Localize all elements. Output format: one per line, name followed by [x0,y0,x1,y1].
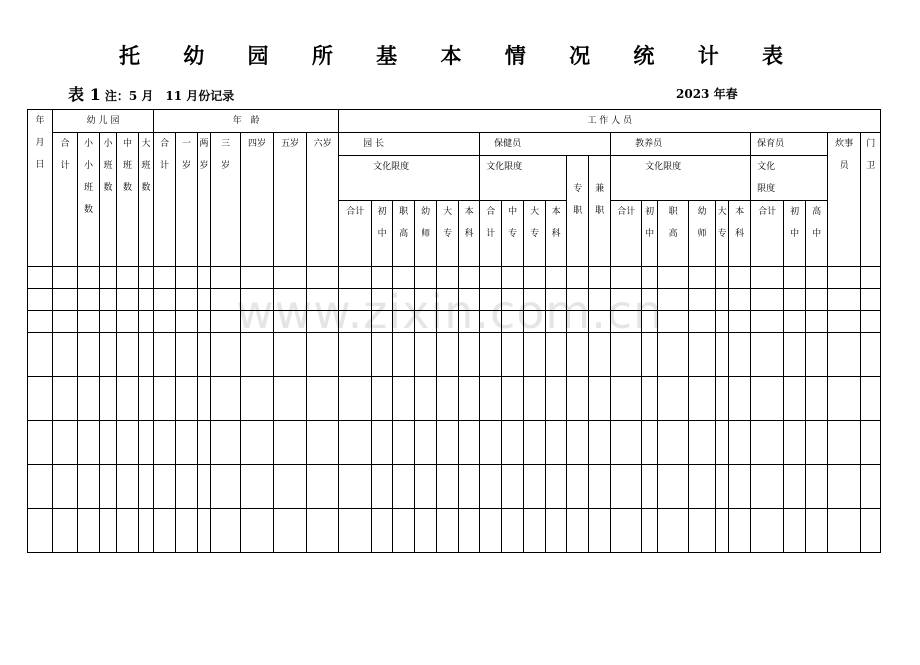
health-culture: 文化限度 [480,156,567,201]
table-cell[interactable] [117,421,139,465]
table-cell[interactable] [28,311,53,333]
table-cell[interactable] [589,333,611,377]
table-cell[interactable] [546,509,567,553]
table-cell[interactable] [53,377,78,421]
table-cell[interactable] [372,465,393,509]
kindergarten-header: 幼 儿 园 [53,110,154,133]
table-cell[interactable] [729,333,751,377]
n-junior: 初 中 [784,201,806,267]
table-cell[interactable] [139,267,154,289]
table-cell[interactable] [861,311,881,333]
table-cell[interactable] [729,311,751,333]
health-part-time: 兼 职 [589,156,611,267]
table-cell[interactable] [716,289,729,311]
table-cell[interactable] [437,509,459,553]
table-cell[interactable] [784,377,806,421]
table-cell[interactable] [154,267,176,289]
table-cell[interactable] [567,333,589,377]
table-cell[interactable] [211,333,241,377]
table-cell[interactable] [198,289,211,311]
table-cell[interactable] [415,509,437,553]
table-cell[interactable] [78,333,100,377]
table-cell[interactable] [689,333,716,377]
table-row [28,465,881,509]
table-cell[interactable] [415,377,437,421]
table-cell[interactable] [861,289,881,311]
table-cell[interactable] [729,289,751,311]
table-cell[interactable] [198,311,211,333]
table-cell[interactable] [828,267,861,289]
watermark: www.zixin.com.cn [236,285,664,339]
table-cell[interactable] [176,267,198,289]
table-cell[interactable] [176,377,198,421]
teacher-header: 教养员 [611,133,751,156]
table-cell[interactable] [642,509,658,553]
table-cell[interactable] [751,377,784,421]
h-total: 合 计 [480,201,502,267]
table-cell[interactable] [642,421,658,465]
table-cell[interactable] [339,333,372,377]
table-cell[interactable] [437,465,459,509]
table-cell[interactable] [100,289,117,311]
table-cell[interactable] [176,333,198,377]
table-row [28,333,881,377]
page-title: 托 幼 园 所 基 本 情 况 统 计 表 [118,43,802,68]
table-cell[interactable] [716,333,729,377]
table-cell[interactable] [729,421,751,465]
table-cell[interactable] [716,311,729,333]
table-cell[interactable] [415,333,437,377]
table-cell[interactable] [502,509,524,553]
table-cell[interactable] [751,421,784,465]
t-junior: 初 中 [642,201,658,267]
table-cell[interactable] [28,267,53,289]
table-cell[interactable] [716,267,729,289]
director-header: 园 长 [339,133,480,156]
table-cell[interactable] [415,465,437,509]
table-cell[interactable] [611,333,642,377]
table-cell[interactable] [437,421,459,465]
table-cell[interactable] [211,509,241,553]
a-one: 一 岁 [176,133,198,267]
table-cell[interactable] [176,311,198,333]
table-cell[interactable] [524,333,546,377]
table-cell[interactable] [339,465,372,509]
record-note: 注：5 月 11 月份记录 [104,89,235,103]
t-vocational: 职 高 [658,201,689,267]
table-cell[interactable] [806,267,828,289]
director-culture: 文化限度 [339,156,480,201]
table-cell[interactable] [658,465,689,509]
table-cell[interactable] [828,377,861,421]
table-cell[interactable] [339,421,372,465]
season-label: 2023 年春 [676,87,738,101]
table-cell[interactable] [806,311,828,333]
health-full-time: 专 职 [567,156,589,267]
teacher-culture: 文化限度 [611,156,751,201]
table-cell[interactable] [78,377,100,421]
table-cell[interactable] [689,377,716,421]
table-cell[interactable] [784,289,806,311]
table-cell[interactable] [78,509,100,553]
table-cell[interactable] [307,421,339,465]
table-cell[interactable] [241,421,274,465]
table-cell[interactable] [589,465,611,509]
table-cell[interactable] [117,377,139,421]
table-cell[interactable] [524,377,546,421]
table-cell[interactable] [784,509,806,553]
table-cell[interactable] [176,509,198,553]
t-college: 大 专 [716,201,729,267]
table-cell[interactable] [689,421,716,465]
table-cell[interactable] [372,421,393,465]
table-cell[interactable] [806,509,828,553]
table-cell[interactable] [716,465,729,509]
a-three: 三 岁 [211,133,241,267]
table-cell[interactable] [117,465,139,509]
table-cell[interactable] [176,421,198,465]
table-cell[interactable] [611,421,642,465]
d-college: 大 专 [437,201,459,267]
table-cell[interactable] [198,421,211,465]
k-small: 小 班 数 [100,133,117,267]
table-cell[interactable] [393,421,415,465]
table-cell[interactable] [828,465,861,509]
table-cell[interactable] [546,465,567,509]
table-cell[interactable] [211,465,241,509]
table-cell[interactable] [806,377,828,421]
table-cell[interactable] [459,333,480,377]
table-cell[interactable] [78,267,100,289]
table-cell[interactable] [437,333,459,377]
table-cell[interactable] [589,509,611,553]
table-cell[interactable] [53,267,78,289]
table-cell[interactable] [28,289,53,311]
table-cell[interactable] [28,377,53,421]
table-cell[interactable] [611,377,642,421]
table-cell[interactable] [567,509,589,553]
table-cell[interactable] [751,509,784,553]
table-cell[interactable] [100,509,117,553]
table-cell[interactable] [339,377,372,421]
table-cell[interactable] [689,311,716,333]
table-cell[interactable] [274,421,307,465]
table-cell[interactable] [241,465,274,509]
table-cell[interactable] [176,465,198,509]
table-cell[interactable] [78,311,100,333]
age-header: 年 龄 [154,110,339,133]
table-cell[interactable] [139,333,154,377]
table-cell[interactable] [117,267,139,289]
k-big: 大 班 数 [139,133,154,267]
table-cell[interactable] [642,465,658,509]
t-normal: 幼 师 [689,201,716,267]
table-cell[interactable] [154,421,176,465]
table-cell[interactable] [642,333,658,377]
table-cell[interactable] [154,333,176,377]
table-cell[interactable] [480,333,502,377]
d-normal: 幼 师 [415,201,437,267]
table-cell[interactable] [480,377,502,421]
table-cell[interactable] [241,333,274,377]
d-total: 合计 [339,201,372,267]
table-cell[interactable] [78,289,100,311]
table-cell[interactable] [415,421,437,465]
table-cell[interactable] [502,377,524,421]
table-cell[interactable] [117,289,139,311]
table-cell[interactable] [567,377,589,421]
table-cell[interactable] [502,333,524,377]
table-cell[interactable] [372,509,393,553]
table-cell[interactable] [751,465,784,509]
table-cell[interactable] [658,421,689,465]
table-row [28,377,881,421]
table-cell[interactable] [861,333,881,377]
t-total: 合计 [611,201,642,267]
table-cell[interactable] [861,377,881,421]
table-cell[interactable] [78,421,100,465]
table-cell[interactable] [372,377,393,421]
table-cell[interactable] [117,509,139,553]
table-cell[interactable] [198,465,211,509]
table-cell[interactable] [307,509,339,553]
table-cell[interactable] [53,333,78,377]
table-cell[interactable] [689,289,716,311]
table-cell[interactable] [198,377,211,421]
table-cell[interactable] [139,311,154,333]
table-cell[interactable] [241,377,274,421]
table-cell[interactable] [828,509,861,553]
table-cell[interactable] [307,377,339,421]
d-bachelor: 本 科 [459,201,480,267]
table-cell[interactable] [117,333,139,377]
health-header: 保健员 [480,133,611,156]
d-vocational: 职 高 [393,201,415,267]
table-cell[interactable] [100,421,117,465]
table-cell[interactable] [589,377,611,421]
date-header: 年 月 日 [28,110,53,267]
table-cell[interactable] [502,421,524,465]
table-cell[interactable] [729,377,751,421]
table-cell[interactable] [784,311,806,333]
t-bachelor: 本 科 [729,201,751,267]
table-cell[interactable] [274,333,307,377]
table-cell[interactable] [139,509,154,553]
table-number: 表 1 [68,85,101,104]
table-cell[interactable] [28,509,53,553]
table-cell[interactable] [198,333,211,377]
table-cell[interactable] [524,509,546,553]
table-cell[interactable] [117,311,139,333]
n-senior: 高 中 [806,201,828,267]
table-cell[interactable] [480,509,502,553]
table-cell[interactable] [211,377,241,421]
table-cell[interactable] [828,289,861,311]
table-cell[interactable] [154,509,176,553]
table-cell[interactable] [729,465,751,509]
table-cell[interactable] [806,333,828,377]
table-cell[interactable] [751,333,784,377]
table-cell[interactable] [339,509,372,553]
table-cell[interactable] [53,465,78,509]
table-cell[interactable] [861,421,881,465]
table-cell[interactable] [658,509,689,553]
table-cell[interactable] [751,311,784,333]
table-cell[interactable] [139,289,154,311]
cook-header: 炊事 员 [828,133,861,267]
table-cell[interactable] [274,509,307,553]
table-cell[interactable] [784,421,806,465]
nurse-culture: 文化 限度 [751,156,828,201]
table-cell[interactable] [689,465,716,509]
table-cell[interactable] [459,509,480,553]
h-bachelor: 本 科 [546,201,567,267]
table-cell[interactable] [658,377,689,421]
h-college: 大 专 [524,201,546,267]
table-cell[interactable] [139,465,154,509]
table-cell[interactable] [751,267,784,289]
k-small-small: 小 小 班 数 [78,133,100,267]
table-cell[interactable] [28,333,53,377]
table-cell[interactable] [100,377,117,421]
table-cell[interactable] [716,509,729,553]
table-cell[interactable] [567,465,589,509]
table-note [68,82,234,105]
table-cell[interactable] [716,421,729,465]
table-cell[interactable] [784,267,806,289]
table-cell[interactable] [828,333,861,377]
table-cell[interactable] [393,333,415,377]
table-cell[interactable] [546,333,567,377]
table-cell[interactable] [828,421,861,465]
table-row [28,421,881,465]
table-cell[interactable] [139,421,154,465]
table-cell[interactable] [806,421,828,465]
table-cell[interactable] [53,509,78,553]
table-cell[interactable] [100,311,117,333]
table-cell[interactable] [502,465,524,509]
table-cell[interactable] [100,465,117,509]
table-cell[interactable] [459,421,480,465]
table-cell[interactable] [611,509,642,553]
table-cell[interactable] [53,421,78,465]
table-cell[interactable] [241,509,274,553]
d-junior: 初 中 [372,201,393,267]
a-five: 五岁 [274,133,307,267]
a-two: 两 岁 [198,133,211,267]
table-cell[interactable] [53,289,78,311]
table-cell[interactable] [198,509,211,553]
table-cell[interactable] [611,465,642,509]
table-cell[interactable] [28,421,53,465]
table-cell[interactable] [307,333,339,377]
table-cell[interactable] [689,509,716,553]
table-row [28,509,881,553]
table-cell[interactable] [154,289,176,311]
table-cell[interactable] [100,333,117,377]
table-cell[interactable] [154,311,176,333]
table-cell[interactable] [393,377,415,421]
table-cell[interactable] [176,289,198,311]
table-cell[interactable] [459,377,480,421]
table-cell[interactable] [546,421,567,465]
table-cell[interactable] [784,333,806,377]
k-total: 合 计 [53,133,78,267]
table-cell[interactable] [828,311,861,333]
table-cell[interactable] [154,465,176,509]
staff-header: 工 作 人 员 [339,110,881,133]
table-cell[interactable] [307,465,339,509]
table-cell[interactable] [567,421,589,465]
table-cell[interactable] [53,311,78,333]
table-cell[interactable] [139,377,154,421]
table-cell[interactable] [393,465,415,509]
table-cell[interactable] [861,509,881,553]
table-cell[interactable] [784,465,806,509]
table-cell[interactable] [524,421,546,465]
table-cell[interactable] [689,267,716,289]
k-mid: 中 班 数 [117,133,139,267]
table-cell[interactable] [861,267,881,289]
n-total: 合计 [751,201,784,267]
h-secondary: 中 专 [502,201,524,267]
table-cell[interactable] [546,377,567,421]
nurse-header: 保育员 [751,133,828,156]
table-cell[interactable] [480,465,502,509]
table-cell[interactable] [393,509,415,553]
table-cell[interactable] [642,377,658,421]
table-cell[interactable] [154,377,176,421]
a-total: 合 计 [154,133,176,267]
table-cell[interactable] [729,509,751,553]
table-cell[interactable] [806,465,828,509]
table-cell[interactable] [524,465,546,509]
table-cell[interactable] [78,465,100,509]
table-cell[interactable] [459,465,480,509]
table-cell[interactable] [198,267,211,289]
table-cell[interactable] [716,377,729,421]
table-cell[interactable] [437,377,459,421]
table-cell[interactable] [658,333,689,377]
guard-header: 门 卫 [861,133,881,267]
table-cell[interactable] [372,333,393,377]
a-six: 六岁 [307,133,339,267]
table-cell[interactable] [480,421,502,465]
table-cell[interactable] [806,289,828,311]
table-cell[interactable] [100,267,117,289]
table-cell[interactable] [274,465,307,509]
table-cell[interactable] [211,421,241,465]
table-cell[interactable] [751,289,784,311]
table-cell[interactable] [589,421,611,465]
a-four: 四岁 [241,133,274,267]
table-cell[interactable] [861,465,881,509]
table-cell[interactable] [274,377,307,421]
table-cell[interactable] [28,465,53,509]
table-cell[interactable] [729,267,751,289]
